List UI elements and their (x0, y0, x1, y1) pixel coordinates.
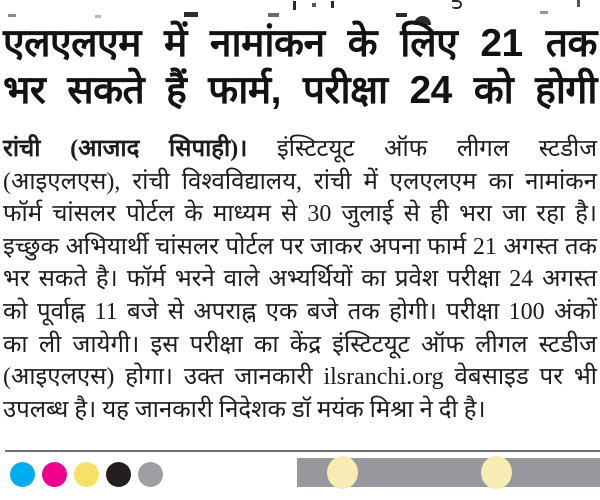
cropped-glyph-artifact (95, 15, 101, 18)
control-strip-dot (327, 456, 358, 489)
registration-dot-black (106, 462, 131, 487)
registration-dot-magenta (42, 462, 67, 487)
body-line: (आइएलएस) होगा। उक्त जानकारी ilsranchi.org वेबसाइड पर भी (3, 364, 597, 391)
cropped-glyph-artifact (452, 0, 462, 9)
body-line: को पूर्वाह्न 11 बजे से अपराह्न एक बजे तक होगी। परीक्षा 100 अंकों (3, 298, 597, 325)
registration-dot-cyan (10, 462, 35, 487)
body-line: भर सकते है। फॉर्म भरने वाले अभ्यर्थियों का प्रवेश परीक्षा 24 अगस्त (3, 266, 597, 293)
body-line: (आइएलएस), रांची विश्वविद्यालय, रांची में एलएलएम का नामांकन (3, 168, 597, 195)
article-headline (3, 20, 597, 114)
body-line: का ली जायेगी। इस परीक्षा का केंद्र इंस्टिटयूट ऑफ लीगल स्टडीज (3, 331, 597, 358)
cropped-glyph-artifact (293, 1, 296, 10)
registration-dot-gray (138, 462, 163, 487)
headline-line-2: भर सकते हैं फार्म, परीक्षा 24 को होगी (3, 69, 597, 112)
body-line: इच्छुक अभियार्थी चांसलर पोर्टल पर जाकर अपना फार्म 21 अगस्त तक (3, 233, 597, 260)
cropped-glyph-artifact (331, 1, 334, 8)
cropped-glyph-artifact (312, 3, 316, 7)
cropped-glyph-artifact (268, 13, 279, 17)
body-line (3, 133, 597, 166)
dateline: रांची (आजाद सिपाही)। (3, 136, 248, 162)
cropped-glyph-artifact (577, 0, 580, 7)
headline-line-1: एलएलएम में नामांकन के लिए 21 तक (3, 22, 597, 65)
cropped-glyph-artifact (540, 11, 548, 14)
body-line: फॉर्म चांसलर पोर्टल के माध्यम से 30 जुलाई से ही भरा जा रहा है। (3, 201, 597, 228)
body-line: उपलब्ध है। यह जानकारी निदेशक डॉ मयंक मिश्रा ने दी है। (3, 396, 486, 423)
print-control-strip (297, 458, 600, 487)
registration-dot-yellow (74, 462, 99, 487)
control-strip-dot (481, 456, 512, 489)
cropped-glyph-artifact (8, 14, 16, 17)
color-registration-dots (10, 462, 163, 487)
cropped-glyph-artifact (184, 12, 198, 17)
separator-rule (5, 450, 600, 452)
cropped-glyph-artifact (396, 13, 407, 17)
article-body (3, 133, 597, 426)
body-line-text: इंस्टिटयूट ऑफ लीगल स्टडीज (276, 136, 598, 162)
